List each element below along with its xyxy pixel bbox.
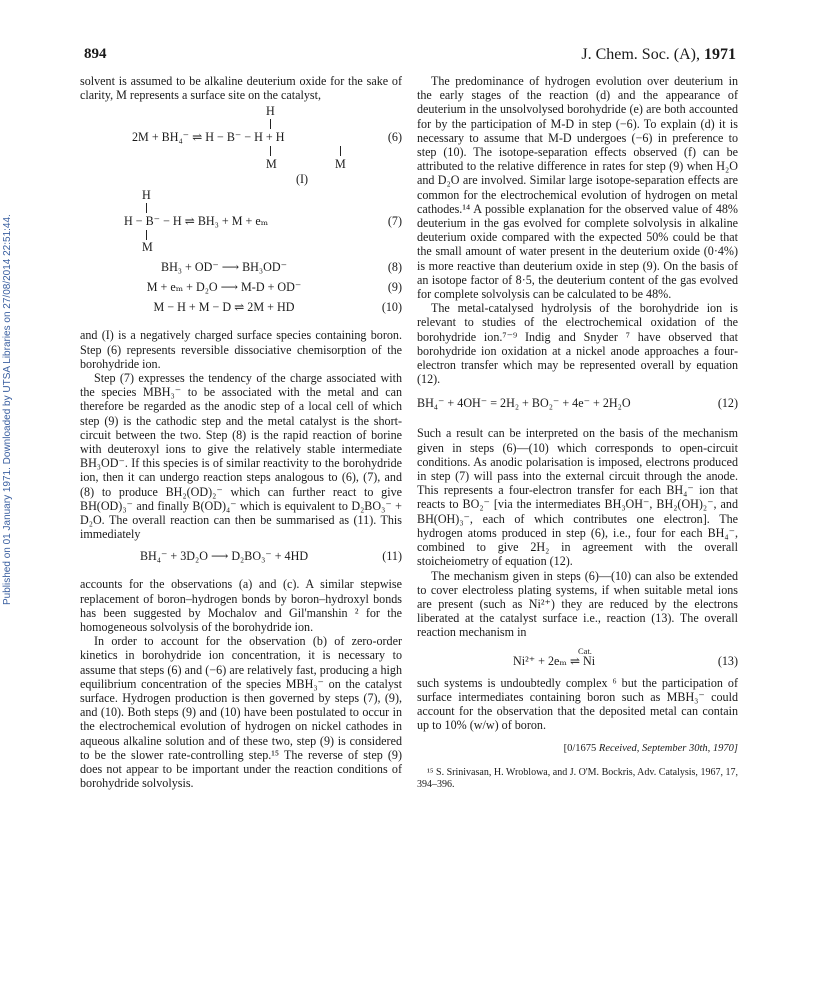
- received-date: [0/1675 Received, September 30th, 1970]: [563, 743, 738, 755]
- paragraph: Such a result can be interpreted on the basis of the mechanism given in steps (6)—(10) which corresponds to open-circuit conditions. As anodic polarisation is imposed, electrons produced in step (7) will pass into the external circuit through the anode. This represents a four-electron transfer for each BH₄⁻ ion that reacts to BO₂⁻ [via the intermediates BH₃OH⁻, BH₂(OH)₂⁻, and BH(OH)₃⁻, each of which contributes one electron]. The hydrogen atoms produced in step (6), i.e., four for each BH₄⁻, combined to give 2H₂ in agreement with the overall stoicheiometry of equation (12).: [417, 426, 738, 569]
- equation-13: [417, 644, 738, 672]
- equation-body: H − B⁻ − H ⇌ BH₃ + M + eₘ: [124, 214, 269, 229]
- equation-body: 2M + BH₄⁻ ⇌ H − B⁻ − H + H: [132, 130, 285, 145]
- catalyst-label: Cat.: [578, 645, 592, 656]
- journal-year: 1971: [704, 46, 736, 63]
- paragraph: accounts for the observations (a) and (c). A similar stepwise replacement of boron–hydrogen bonds by boron–hydroxyl bonds has been suggested by Mochalov and Gil'manshin ² for the homogeneous solvolysis of the borohydride ion.: [80, 577, 402, 635]
- right-column: [417, 74, 738, 791]
- equation-10: M − H + M − D ⇌ 2M + HD (10): [153, 300, 402, 315]
- equation-number: (6): [387, 130, 402, 145]
- equation-11: BH₄⁻ + 3D₂O ⟶ D₂BO₃⁻ + 4HD (11): [139, 549, 402, 564]
- structure-atom: H: [142, 188, 151, 203]
- paragraph: In order to account for the observation (b) of zero-order kinetics in borohydride ion concentration, it is necessary to assume that steps (6) and (−6) are relatively fast, producing a high equilibrium concentration of the species MBH₃⁻ on the catalyst surface. Hydrogen production is then governed by steps (7), (9), and (10). Both steps (9) and (10) have been postulated to occur in the electrochemical evolution of hydrogen on nickel cathodes in aqueous alkaline solution and of these two, step (9) is considered to be the slower rate-controlling step.¹⁵ The reverse of step (9) does not appear to be important under the reaction conditions of borohydride solvolysis.: [80, 634, 402, 791]
- journal-name: J. Chem. Soc. (A),: [581, 46, 700, 63]
- paragraph: Step (7) expresses the tendency of the charge associated with the species MBH₃⁻ to be associated with the metal and can therefore be regarded as the anodic step of a local cell of which step (9) is the cathodic step and the metal catalyst is the short-circuit between the two. Step (8) is the rapid reaction of borine with deuteroxyl ions to give the relatively stable intermediate BH₃OD⁻. If this species is of similar reactivity to the borohydride ion, then it can undergo reaction steps analogous to (6), (7), and (8) to produce BH₂(OD)₂⁻ which can further react to give BH(OD)₃⁻ and finally B(OD)₄⁻ which is equivalent to D₂BO₃⁻ + D₂O. The overall reaction can then be summarised as (11). This immediately: [80, 371, 402, 542]
- structure-atom: M: [335, 157, 346, 172]
- paragraph: The mechanism given in steps (6)—(10) can also be extended to cover electroless plating systems, if when suitable metal ions are present (such as Ni²⁺) they are reduced by the electrons liberated at the catalyst surface i.e., reaction (13). The overall reaction mechanism in: [417, 568, 738, 640]
- structure-atom: M: [266, 157, 277, 172]
- structure-atom: M: [142, 240, 153, 255]
- equation-number: (7): [387, 214, 402, 229]
- paragraph: and (I) is a negatively charged surface species containing boron. Step (6) represents reversible dissociative chemisorption of the borohydride ion.: [80, 328, 402, 371]
- paragraph: such systems is undoubtedly complex ⁶ but the participation of surface intermediates containing boron such as MBH₃⁻ could account for the observation that the deposited metal can contain up to 10% (w/w) of boron.: [417, 675, 738, 733]
- structure-label: (I): [296, 172, 309, 187]
- equation-number: (13): [717, 653, 738, 668]
- equation-8: BH₃ + OD⁻ ⟶ BH₃OD⁻ (8): [161, 260, 402, 275]
- paragraph: solvent is assumed to be alkaline deuterium oxide for the sake of clarity, M represents a surface site on the catalyst,: [80, 74, 402, 103]
- equation-7: [80, 188, 402, 255]
- paragraph: The predominance of hydrogen evolution over deuterium in the early stages of the reaction (d) and the appearance of deuterium in the unsolvolysed borohydride (e) are both accounted for by the participation of M-D in step (−6). To explain (d) it is necessary to assume that M-D undergoes (−6) in preference to step (10). The isotope-separation effects observed (f) can be attributed to the relative difference in rates for step (9) when H₂O and D₂O are involved. Similar large isotope-separation effects are common for the electrochemical evolution of hydrogen on metal cathodes.¹⁴ A possible explanation for the observed value of 48% deuterium in the gas evolved for complete solvolysis in alkaline deuterium oxide compared with the expected 50% could be that the small amount of water present in the deuterium oxide (0·4%) is more reactive than deuterium oxide in step (9). On the basis of an isotope factor of 8·5, the deuterium content of the gas evolved for complete solvolysis can be calculated to be 48%.: [417, 74, 738, 302]
- structure-atom: H: [266, 104, 275, 119]
- equation-6: [80, 102, 402, 172]
- page-number: 894: [84, 46, 107, 62]
- equation-9: M + eₘ + D₂O ⟶ M-D + OD⁻ (9): [146, 280, 402, 295]
- equation-body: Ni²⁺ + 2eₘ ⇌ Ni: [513, 653, 596, 668]
- footnote: ¹⁵ S. Srinivasan, H. Wroblowa, and J. O'M. Bockris, Adv. Catalysis, 1967, 17, 394–396.: [417, 766, 738, 790]
- paragraph: The metal-catalysed hydrolysis of the borohydride ion is relevant to studies of the electrochemical oxidation of the borohydride ion.⁷⁻⁹ Indig and Snyder ⁷ have observed that borohydride ion oxidation at a nickel anode approaches a four-electron transfer which may be represented overall by equation (12).: [417, 301, 738, 387]
- equation-12: BH₄⁻ + 4OH⁻ = 2H₂ + BO₂⁻ + 4e⁻ + 2H₂O (12): [417, 396, 738, 411]
- download-watermark[interactable]: Published on 01 January 1971. Downloaded by UTSA Libraries on 27/08/2014 22:51:44.: [2, 214, 13, 606]
- journal-header: [581, 46, 736, 64]
- left-column: [80, 74, 402, 791]
